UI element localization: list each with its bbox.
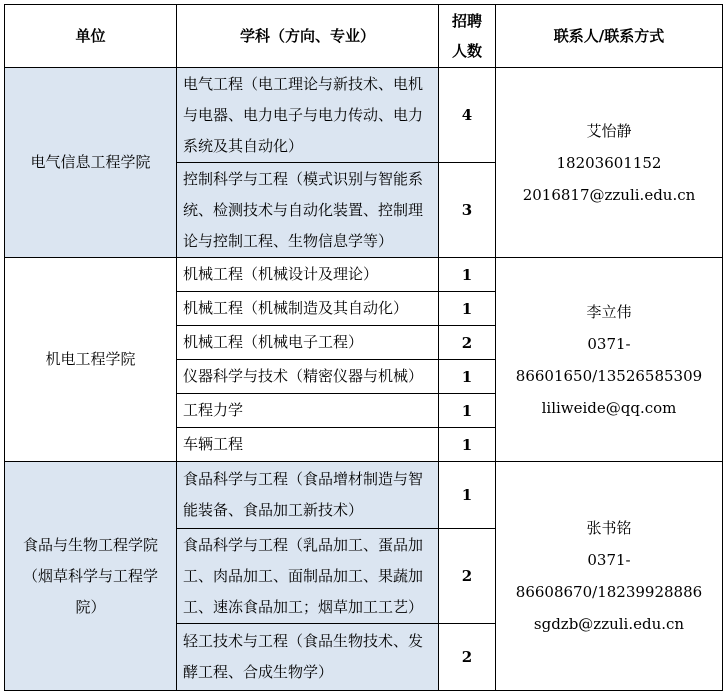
subject-cell: 仪器科学与技术（精密仪器与机械） — [177, 360, 439, 394]
header-count — [439, 5, 496, 68]
contact-email: sgdzb@zzuli.edu.cn — [533, 615, 685, 633]
subject-cell: 电气工程（电工理论与新技术、电机与电器、电力电子与电力传动、电力系统及其自动化） — [177, 68, 439, 163]
contact-cell — [496, 258, 723, 462]
count-cell: 1 — [439, 462, 496, 529]
contact-phone: 18203601152 — [556, 153, 662, 172]
unit-cell — [5, 68, 177, 258]
subject-cell: 车辆工程 — [177, 428, 439, 462]
unit-name: 食品与生物工程学院 — [22, 535, 158, 554]
header-subject: 学科（方向、专业） — [177, 5, 439, 68]
unit-name: 院） — [75, 597, 106, 616]
contact-cell — [496, 68, 723, 258]
header-count-line1: 招聘 — [451, 12, 482, 30]
subject-cell: 机械工程（机械制造及其自动化） — [177, 292, 439, 326]
unit-name: 机电工程学院 — [45, 350, 136, 368]
count-cell: 1 — [439, 292, 496, 326]
unit-cell — [5, 258, 177, 462]
contact-phone: 0371-86601650/13526585309 — [515, 334, 703, 385]
header-count-line2: 人数 — [451, 42, 482, 60]
header-row — [5, 5, 723, 68]
count-cell: 1 — [439, 428, 496, 462]
header-unit: 单位 — [5, 5, 177, 68]
unit-name: （烟草科学与工程学 — [22, 566, 158, 585]
count-cell: 2 — [439, 624, 496, 691]
contact-email: liliweide@qq.com — [541, 398, 677, 417]
subject-cell: 机械工程（机械设计及理论） — [177, 258, 439, 292]
subject-cell: 机械工程（机械电子工程） — [177, 326, 439, 360]
subject-cell: 工程力学 — [177, 394, 439, 428]
table-row — [5, 462, 723, 529]
count-cell: 3 — [439, 163, 496, 258]
count-cell: 1 — [439, 394, 496, 428]
contact-name: 艾怡静 — [586, 121, 632, 140]
count-cell: 1 — [439, 360, 496, 394]
subject-cell: 食品科学与工程（乳品加工、蛋品加工、肉品加工、面制品加工、果蔬加工、速冻食品加工；烟草加工工艺） — [177, 529, 439, 624]
unit-name: 电气信息工程学院 — [30, 153, 151, 171]
contact-name: 张书铭 — [586, 519, 632, 537]
contact-email: 2016817@zzuli.edu.cn — [522, 185, 696, 204]
table-row — [5, 68, 723, 163]
contact-cell — [496, 462, 723, 691]
contact-name: 李立伟 — [586, 302, 632, 321]
subject-cell: 轻工技术与工程（食品生物技术、发酵工程、合成生物学） — [177, 624, 439, 691]
contact-phone: 0371-86608670/18239928886 — [515, 551, 703, 601]
recruitment-table — [4, 4, 723, 691]
subject-cell: 食品科学与工程（食品增材制造与智能装备、食品加工新技术） — [177, 462, 439, 529]
subject-cell: 控制科学与工程（模式识别与智能系统、检测技术与自动化装置、控制理论与控制工程、生物信息学等） — [177, 163, 439, 258]
header-contact: 联系人/联系方式 — [496, 5, 723, 68]
unit-cell — [5, 462, 177, 691]
count-cell: 2 — [439, 529, 496, 624]
count-cell: 4 — [439, 68, 496, 163]
count-cell: 2 — [439, 326, 496, 360]
table-row — [5, 258, 723, 292]
count-cell: 1 — [439, 258, 496, 292]
